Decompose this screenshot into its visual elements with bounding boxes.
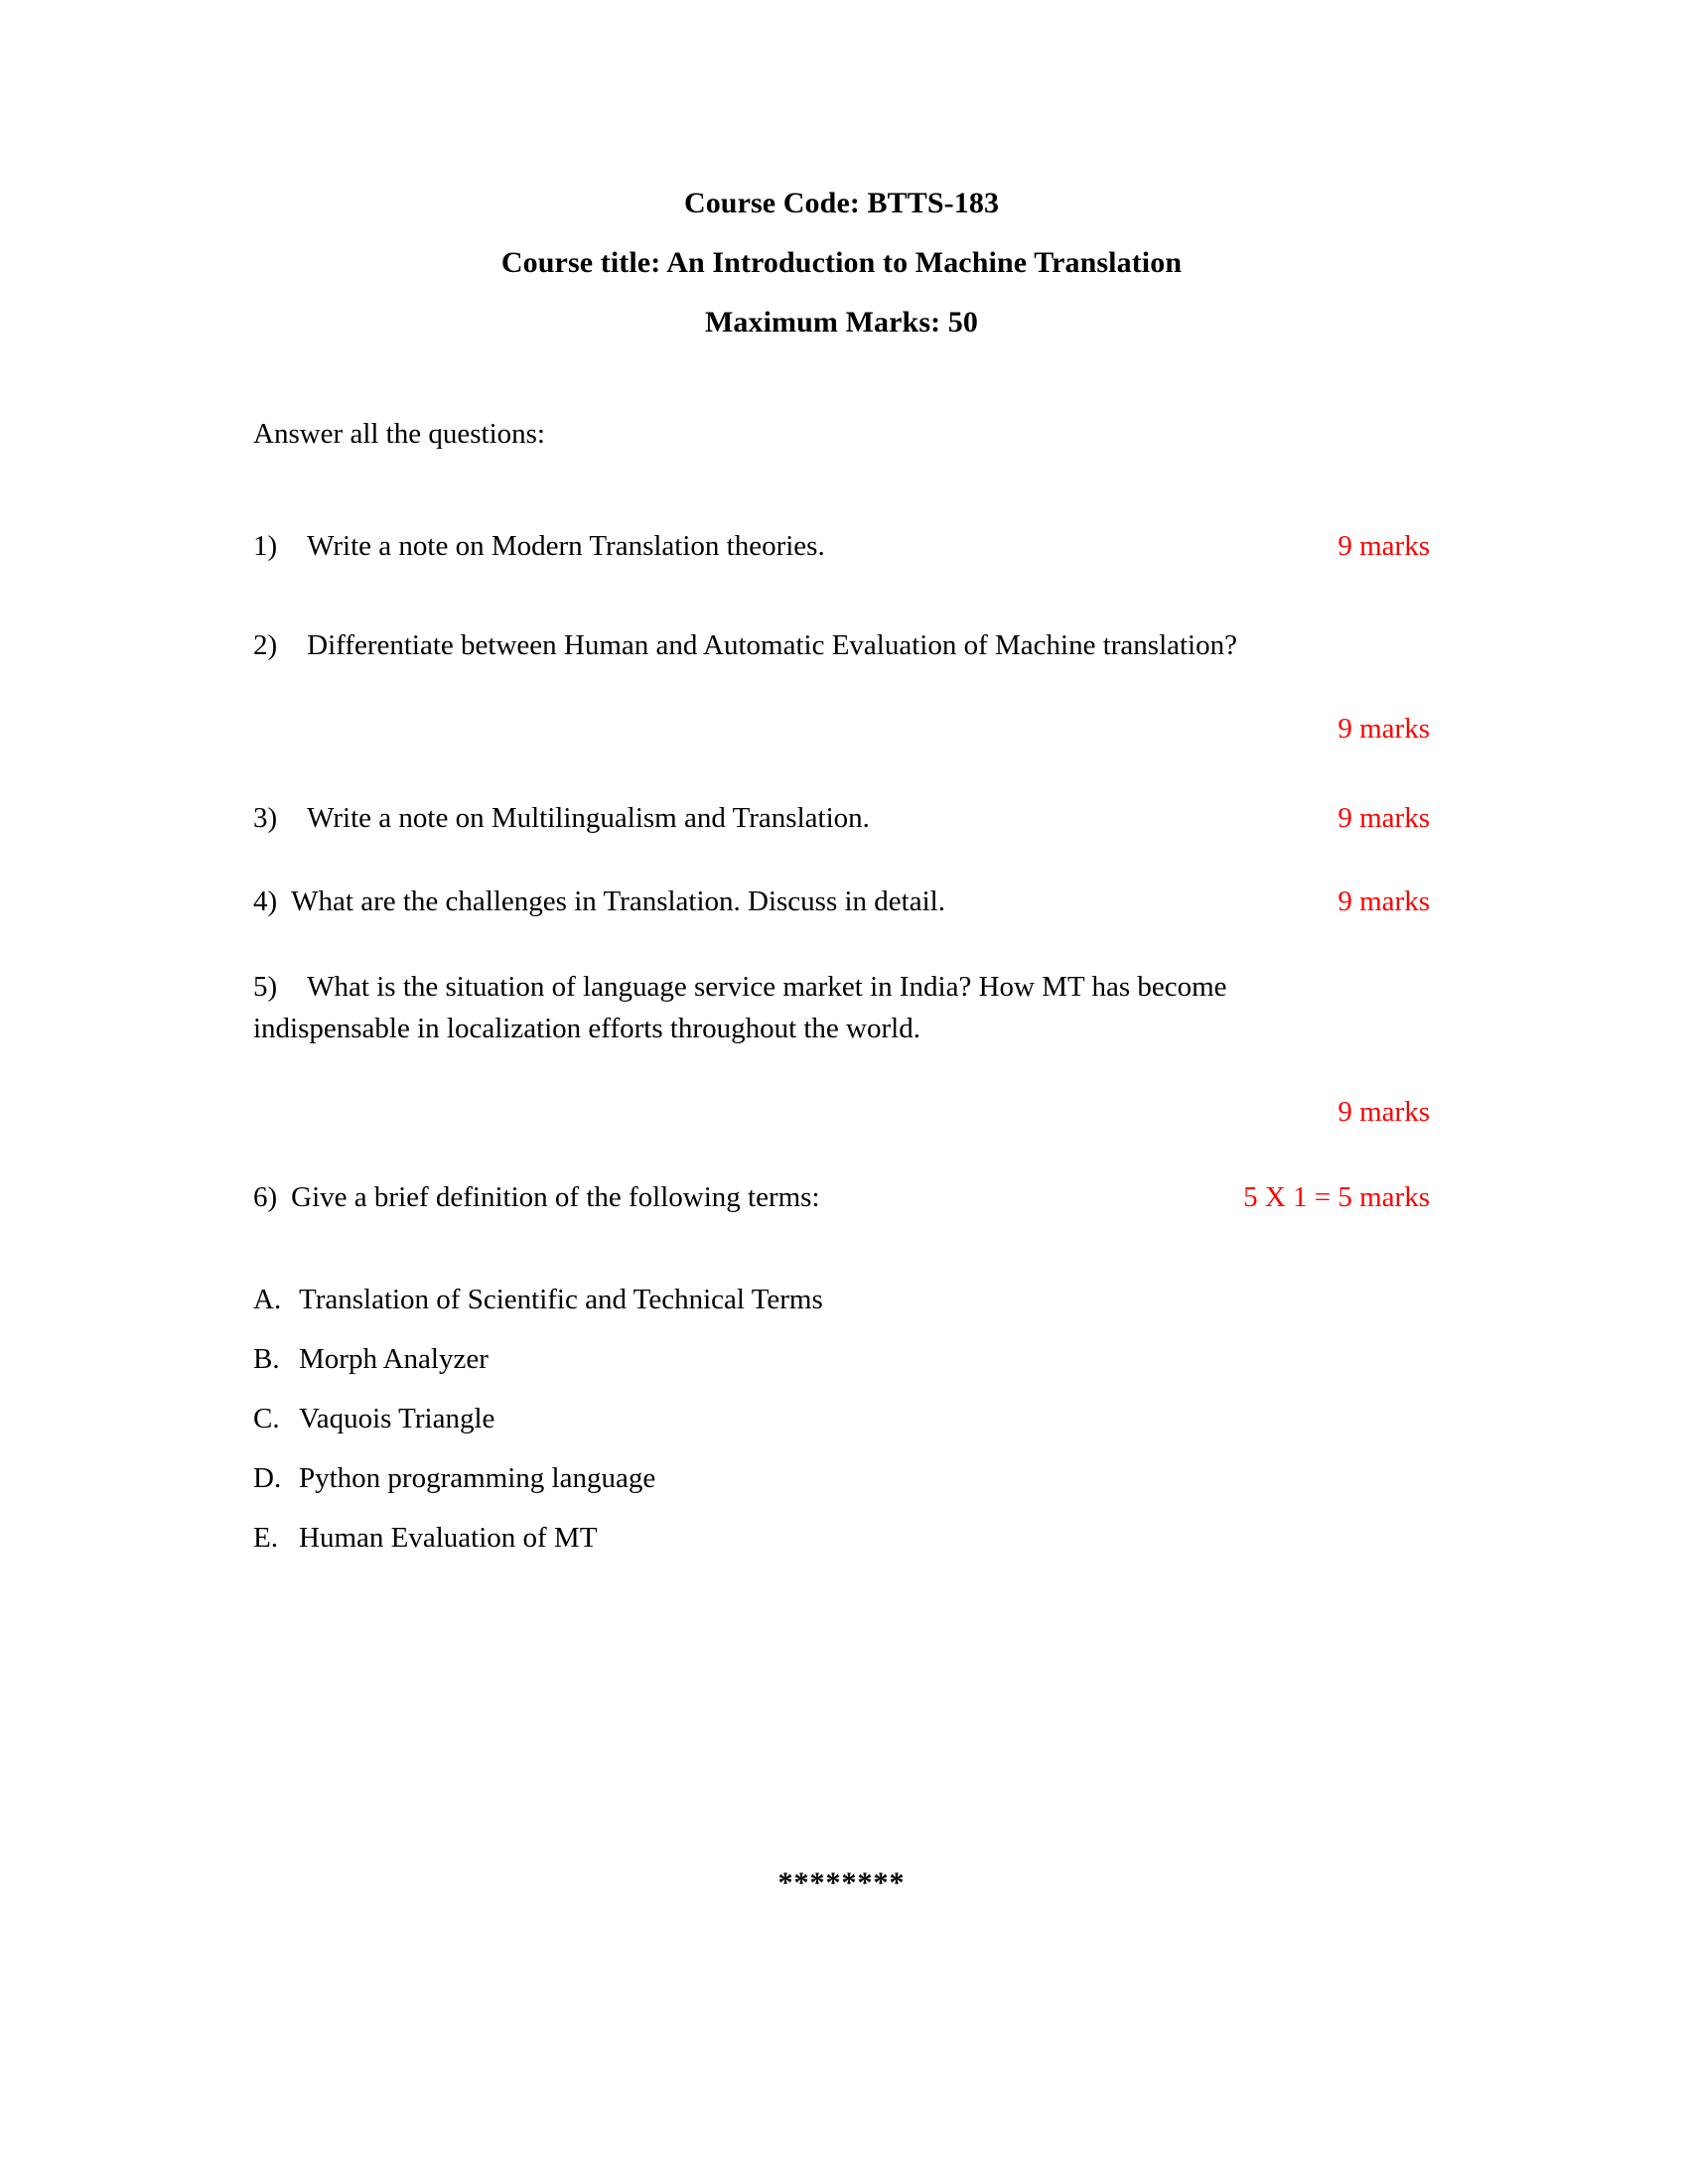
question-text-6	[253, 1176, 820, 1218]
question-item-6	[253, 1176, 1430, 1218]
question-number-6: 6)	[253, 1181, 278, 1213]
document-header	[253, 174, 1430, 352]
list-item	[253, 1389, 1430, 1448]
question-row	[253, 966, 1380, 1049]
question-row	[253, 624, 1430, 666]
question-text-2	[253, 624, 1430, 666]
question-number-1: 1)	[253, 530, 278, 562]
instruction-text: Answer all the questions:	[253, 418, 545, 450]
question-body-6: Give a brief definition of the following terms:	[291, 1181, 820, 1213]
question-list	[253, 525, 1430, 1218]
sub-item-text-a: Translation of Scientific and Technical Terms	[299, 1284, 823, 1315]
list-item	[253, 1448, 1430, 1508]
marks-label-6: 5 X 1 = 5 marks	[1243, 1181, 1430, 1213]
question-number-5: 5)	[253, 971, 278, 1003]
list-item	[253, 1329, 1430, 1389]
page-content	[253, 0, 1430, 1899]
question-row	[253, 881, 1430, 922]
course-code-line: Course Code: BTTS-183	[683, 187, 1000, 219]
footer-asterisks: ********	[777, 1866, 906, 1899]
question-number-4: 4)	[253, 886, 278, 917]
question-row	[253, 525, 1430, 567]
marks-label-5: 9 marks	[1337, 1096, 1430, 1128]
sub-item-text-b: Morph Analyzer	[299, 1343, 489, 1375]
question-body-4: What are the challenges in Translation. Discuss in detail.	[291, 886, 945, 917]
list-item	[253, 1508, 1430, 1568]
marks-label-3: 9 marks	[1337, 802, 1430, 834]
sub-item-letter-b: B.	[253, 1343, 280, 1375]
question-row	[253, 1176, 1430, 1218]
question-body-3: Write a note on Multilingualism and Translation.	[307, 802, 870, 834]
question-body-1: Write a note on Modern Translation theories.	[307, 530, 825, 562]
question-row	[253, 797, 1430, 839]
question-text-1	[253, 525, 825, 567]
question-body-2: Differentiate between Human and Automatic Evaluation of Machine translation?	[307, 629, 1237, 661]
sub-item-text-e: Human Evaluation of MT	[299, 1522, 598, 1554]
sub-item-letter-c: C.	[253, 1403, 280, 1434]
marks-label-2: 9 marks	[1337, 713, 1430, 745]
question-item-1	[253, 525, 1430, 567]
question-item-3	[253, 797, 1430, 839]
question-item-4	[253, 881, 1430, 922]
question-number-3: 3)	[253, 802, 278, 834]
question-item-5	[253, 966, 1430, 1133]
sub-item-text-c: Vaquois Triangle	[299, 1403, 495, 1434]
question-text-3	[253, 797, 870, 839]
question-text-4	[253, 881, 945, 922]
marks-label-4: 9 marks	[1337, 886, 1430, 917]
question-number-2: 2)	[253, 629, 278, 661]
question-body-5: What is the situation of language service market in India? How MT has become indispensable in localization efforts throughout the world.	[253, 971, 1227, 1044]
sub-item-text-d: Python programming language	[299, 1462, 656, 1494]
sub-item-letter-a: A.	[253, 1284, 282, 1315]
definition-terms-list	[253, 1270, 1430, 1568]
list-item	[253, 1270, 1430, 1329]
sub-item-letter-d: D.	[253, 1462, 282, 1494]
course-title-line: Course title: An Introduction to Machine Translation	[500, 246, 1183, 279]
question-item-2	[253, 624, 1430, 750]
marks-label-1: 9 marks	[1337, 530, 1430, 562]
sub-item-letter-e: E.	[253, 1522, 278, 1554]
maximum-marks-line: Maximum Marks: 50	[705, 306, 978, 339]
